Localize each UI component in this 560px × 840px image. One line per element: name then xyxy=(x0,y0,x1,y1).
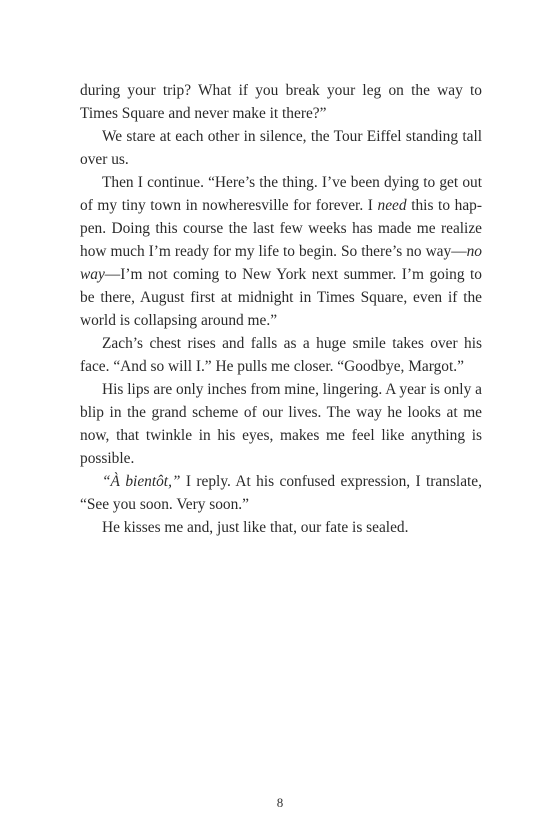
paragraph-6 xyxy=(80,470,482,516)
paragraph-1-text: during your trip? What if you break your leg on the way to Times Square and never make it there?” xyxy=(80,82,482,122)
paragraph-7 xyxy=(80,516,482,539)
paragraph-5-text: His lips are only inches from mine, lingering. A year is only a blip in the grand scheme of our lives. The way he looks at me now, that twinkle in his eyes, makes me feel like anything is possible. xyxy=(80,381,482,467)
paragraph-2 xyxy=(80,125,482,171)
paragraph-6-text: I reply. At his confused expression, I translate, “See you soon. Very soon.” xyxy=(80,473,482,513)
paragraph-3-text-c: —I’m not coming to New York next summer. I’m going to be there, August first at midnight in Times Square, even if the world is collapsing around me.” xyxy=(80,266,482,329)
page-number: 8 xyxy=(276,795,284,810)
paragraph-5 xyxy=(80,378,482,470)
paragraph-6-emphasis-french: “À bientôt,” xyxy=(102,473,181,490)
paragraph-4 xyxy=(80,332,482,378)
paragraph-7-text: He kisses me and, just like that, our fate is sealed. xyxy=(102,519,409,536)
page-body xyxy=(80,79,482,539)
paragraph-1 xyxy=(80,79,482,125)
paragraph-3-text-b: this to happen. Doing this course the last few weeks has made me realize how much I’m ready for my life to begin. So there’s no way— xyxy=(80,197,483,260)
paragraph-3 xyxy=(80,171,482,332)
paragraph-3-text-a: Then I continue. “Here’s the thing. I’ve been dying to get out of my tiny town in nowheresville for forever. I xyxy=(80,174,482,214)
paragraph-2-text: We stare at each other in silence, the Tour Eiffel standing tall over us. xyxy=(80,128,482,168)
paragraph-3-emphasis-need: need xyxy=(377,197,407,214)
paragraph-4-text: Zach’s chest rises and falls as a huge smile takes over his face. “And so will I.” He pulls me closer. “Goodbye, Margot.” xyxy=(80,335,482,375)
paragraph-3-emphasis-no-way: no way xyxy=(80,243,482,283)
